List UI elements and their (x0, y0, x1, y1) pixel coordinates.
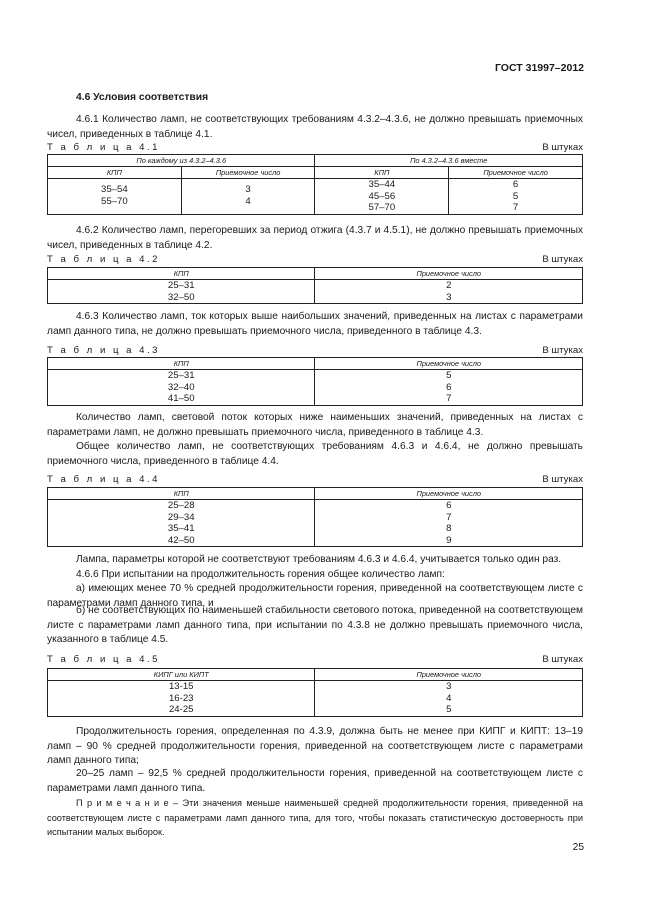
table-cell: 3 4 (181, 179, 315, 215)
table-4-4-caption-row (47, 474, 583, 485)
page-number: 25 (572, 842, 584, 853)
table-column-header: КПП (315, 167, 449, 179)
table-cell: 25–28 29–34 35–41 42–50 (48, 500, 315, 547)
table-cell: 25–31 32–50 (48, 280, 315, 304)
table-units: В штуках (542, 254, 583, 265)
note: П р и м е ч а н и е – Эти значения меньше наименьшей средней продолжительности горения, приведенной на соответствующем листе с параметрами ламп данного типа, для того, чтобы показать статистическую достоверность при испытании малых выборок. (47, 798, 583, 837)
paragraph-luminous-flux: Количество ламп, световой поток которых ниже наименьших значений, приведенных на листах с параметрами ламп, не должно превышать приемочного числа, приведенного в таблице 4.3. (47, 412, 583, 438)
table-4-4 (47, 487, 583, 547)
table-caption: Т а б л и ц а 4.1 (47, 142, 160, 153)
table-cell: 2 3 (315, 280, 583, 304)
table-column-header: Приемочное число (315, 268, 583, 280)
paragraph-item-a: а) имеющих менее 70 % средней продолжительности горения, приведенной на соответствующем листе с параметрами ламп данного типа, и (47, 583, 583, 609)
table-4-3 (47, 357, 583, 406)
table-4-5 (47, 668, 583, 717)
table-column-header: КПП (48, 167, 182, 179)
table-4-1-caption-row (47, 142, 583, 153)
table-4-5-caption-row (47, 654, 583, 665)
table-4-1 (47, 154, 583, 215)
paragraph-burning-duration: Продолжительность горения, определенная по 4.3.9, должна быть не менее при КИПГ и КИПТ: 13–19 ламп – 90 % средней продолжительности горения, приведенной на соответствующем листе с параметрами ламп данного типа; (47, 726, 583, 766)
table-column-header: Приемочное число (181, 167, 315, 179)
table-cell: 13-15 16-23 24-25 (48, 681, 315, 717)
paragraph-item-b: б) не соответствующих по наименьшей стабильности светового потока, приведенной на соответствующем листе с параметрами ламп данного типа, при испытании по 4.3.8 не должно превышать приемочного числа, указанного в таблице 4.5. (47, 605, 583, 645)
table-column-header: КПП (48, 358, 315, 370)
table-units: В штуках (542, 654, 583, 665)
paragraph-4-6-6: 4.6.6 При испытании на продолжительность горения общее количество ламп: (76, 569, 445, 580)
section-title: 4.6 Условия соответствия (76, 92, 209, 103)
table-group-header: По каждому из 4.3.2–4.3.6 (48, 155, 315, 167)
paragraph-counted-once: Лампа, параметры которой не соответствуют требованиям 4.6.3 и 4.6.4, учитывается только один раз. (76, 554, 562, 565)
paragraph-4-6-2: 4.6.2 Количество ламп, перегоревших за период отжига (4.3.7 и 4.5.1), не должно превышать приемочных чисел, приведенных в таблице 4.2. (47, 225, 583, 251)
paragraph-4-6-3: 4.6.3 Количество ламп, ток которых выше наибольших значений, приведенных на листах с параметрами ламп данного типа, не должно превышать приемочного числа, приведенного в таблице 4.3. (47, 311, 583, 337)
table-4-3-caption-row (47, 345, 583, 356)
table-caption: Т а б л и ц а 4.3 (47, 345, 160, 356)
table-column-header: КИПГ или КИПТ (48, 669, 315, 681)
table-caption: Т а б л и ц а 4.5 (47, 654, 160, 665)
table-column-header: КПП (48, 268, 315, 280)
table-cell: 5 6 7 (315, 370, 583, 406)
paragraph-total-lamps: Общее количество ламп, не соответствующих требованиям 4.6.3 и 4.6.4, не должно превышать приемочного числа, приведенного в таблице 4.4. (47, 441, 583, 467)
table-cell: 6 5 7 (449, 179, 583, 215)
table-column-header: Приемочное число (315, 669, 583, 681)
table-units: В штуках (542, 142, 583, 153)
paragraph-4-6-1: 4.6.1 Количество ламп, не соответствующих требованиям 4.3.2–4.3.6, не должно превышать приемочных чисел, приведенных в таблице 4.1. (47, 114, 583, 140)
table-units: В штуках (542, 474, 583, 485)
table-cell: 35–54 55–70 (48, 179, 182, 215)
table-cell: 25–31 32–40 41–50 (48, 370, 315, 406)
table-cell: 35–44 45–56 57–70 (315, 179, 449, 215)
table-column-header: КПП (48, 488, 315, 500)
table-column-header: Приемочное число (315, 358, 583, 370)
table-caption: Т а б л и ц а 4.4 (47, 474, 160, 485)
paragraph-20-25-lamps: 20–25 ламп – 92,5 % средней продолжительности горения, приведенной на соответствующем листе с параметрами ламп данного типа. (47, 768, 583, 794)
table-cell: 6 7 8 9 (315, 500, 583, 547)
table-column-header: Приемочное число (449, 167, 583, 179)
table-column-header: Приемочное число (315, 488, 583, 500)
table-4-2-caption-row (47, 254, 583, 265)
table-caption: Т а б л и ц а 4.2 (47, 254, 160, 265)
table-cell: 3 4 5 (315, 681, 583, 717)
standard-header: ГОСТ 31997–2012 (494, 62, 584, 74)
table-group-header: По 4.3.2–4.3.6 вместе (315, 155, 583, 167)
table-4-2 (47, 267, 583, 304)
table-units: В штуках (542, 345, 583, 356)
